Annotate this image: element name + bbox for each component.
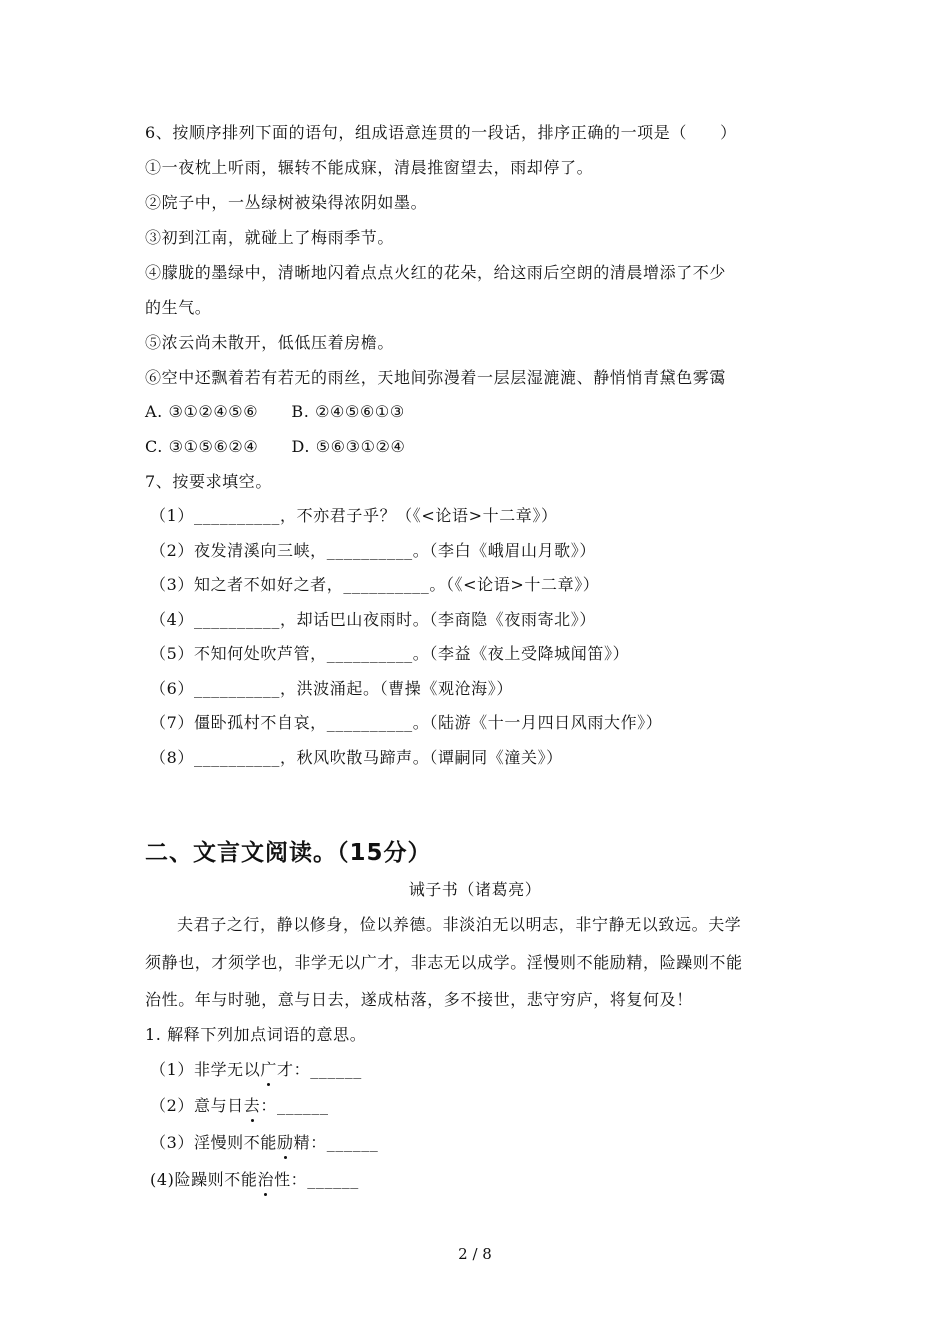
- q7-stem: 7、按要求填空。: [145, 472, 272, 491]
- q1-stem: 1. 解释下列加点词语的意思。: [145, 1025, 367, 1044]
- section-2-heading: 二、文言文阅读。（15分）: [145, 840, 432, 866]
- q1-sub-1-pre: （1）非学无以: [150, 1060, 261, 1079]
- q1-sub-2: [150, 1096, 329, 1116]
- passage-line-3: 治性。年与时驰，意与日去，遂成枯落，多不接世，悲守穷庐，将复何及！: [145, 990, 693, 1009]
- q7-item-1: （1）__________，不亦君子乎？（《<论语>十二章》）: [150, 506, 558, 525]
- q7-item-4: （4）__________，却话巴山夜雨时。（李商隐《夜雨寄北》）: [150, 610, 596, 629]
- q1-sub-3-pre: （3）淫慢则不能: [150, 1133, 277, 1152]
- q1-sub-3: [150, 1133, 378, 1153]
- q7-item-5: （5）不知何处吹芦管，__________。（李益《夜上受降城闻笛》）: [150, 644, 630, 663]
- q7-item-7: （7）僵卧孤村不自哀，__________。（陆游《十一月四日风雨大作》）: [150, 713, 663, 732]
- q1-sub-2-post: ：______: [260, 1096, 329, 1115]
- q1-sub-1: [150, 1060, 362, 1080]
- q6-options-ab: A. ③①②④⑤⑥ B. ②④⑤⑥①③: [145, 402, 405, 421]
- q7-item-3: （3）知之者不如好之者，__________。（《<论语>十二章》）: [150, 575, 600, 594]
- q7-item-6: （6）__________，洪波涌起。（曹操《观沧海》）: [150, 679, 513, 698]
- q1-sub-1-post: 才：______: [277, 1060, 362, 1079]
- q1-sub-4-post: 性：______: [274, 1170, 359, 1189]
- q6-stem: 6、按顺序排列下面的语句，组成语意连贯的一段话，排序正确的一项是（ ）: [145, 123, 737, 142]
- q6-sentence-3: ③初到江南，就碰上了梅雨季节。: [145, 228, 395, 247]
- q1-sub-2-dotted-word: 去: [243, 1096, 261, 1115]
- q1-sub-2-pre: （2）意与日: [150, 1096, 244, 1115]
- q1-sub-4: [150, 1170, 359, 1190]
- q1-sub-3-dotted-word: 励: [276, 1133, 294, 1152]
- q6-sentence-4a: ④朦胧的墨绿中，清晰地闪着点点火红的花朵，给这雨后空朗的清晨增添了不少: [145, 263, 727, 282]
- q6-sentence-5: ⑤浓云尚未散开，低低压着房檐。: [145, 333, 395, 352]
- q6-sentence-4b: 的生气。: [145, 298, 212, 317]
- q7-item-2: （2）夜发清溪向三峡，__________。（李白《峨眉山月歌》）: [150, 541, 596, 560]
- page-number: 2 / 8: [458, 1245, 492, 1263]
- q1-sub-4-dotted-word: 治: [257, 1170, 275, 1189]
- passage-title: 诫子书（诸葛亮）: [408, 880, 542, 899]
- q6-sentence-6: ⑥空中还飘着若有若无的雨丝，天地间弥漫着一层层湿漉漉、静悄悄青黛色雾霭: [145, 368, 727, 387]
- q1-sub-3-post: 精：______: [293, 1133, 379, 1152]
- q1-sub-4-pre: (4)险躁则不能: [150, 1170, 258, 1189]
- q6-options-cd: C. ③①⑤⑥②④ D. ⑤⑥③①②④: [145, 437, 406, 456]
- passage-line-2: 须静也，才须学也，非学无以广才，非志无以成学。淫慢则不能励精，险躁则不能: [145, 953, 743, 972]
- q7-item-8: （8）__________，秋风吹散马蹄声。（谭嗣同《潼关》）: [150, 748, 563, 767]
- passage-line-1: 夫君子之行，静以修身，俭以养德。非淡泊无以明志，非宁静无以致远。夫学: [177, 915, 742, 934]
- q1-sub-1-dotted-word: 广: [260, 1060, 277, 1079]
- q6-sentence-2: ②院子中，一丛绿树被染得浓阴如墨。: [145, 193, 428, 212]
- q6-sentence-1: ①一夜枕上听雨，辗转不能成寐，清晨推窗望去，雨却停了。: [145, 158, 594, 177]
